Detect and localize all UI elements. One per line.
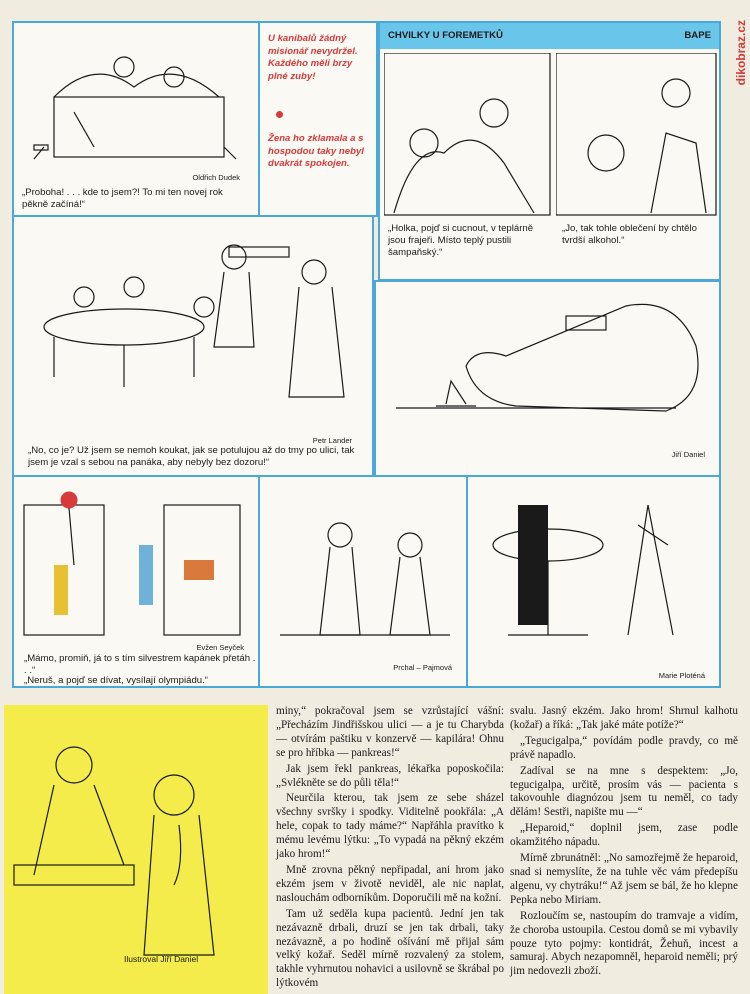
story-column-1 <box>276 705 504 993</box>
signature: Marie Ploténá <box>658 671 705 680</box>
paragraph: Neurčila kterou, tak jsem ze sebe sházel všechny svršky i spodky. Viditelně pookřála: „A hele, copak to tady máme?“ Napřáhla pravítko k mému levému lýtku: „To vypadá na pěkný ekzém jako hrom!“ <box>276 792 504 861</box>
paragraph: miny,“ pokračoval jsem se vzrůstající vášní: „Přecházím Jindřišskou ulici — a je tu Charybda — otvírám paštiku v konzervě — kapilára! Ohnu se pro hříbka — pankreas!“ <box>276 705 504 759</box>
story-column-2 <box>510 705 738 981</box>
strip-frame-right <box>556 53 718 217</box>
strip-title: CHVILKY U FOREMETKŮ <box>388 30 503 41</box>
cartoon-panel-prchal <box>258 475 468 688</box>
signature: Prchal – Pajmová <box>393 663 452 672</box>
cartoon-panel-dudek <box>12 21 260 217</box>
paragraph: Mírně zbrunátněl: „No samozřejmě že heparoid, snad si nemyslíte, že na tuhle věc vám předepíšu algenu, vy chytráku!“ Až jsem se bál, že ho klepne Pepka nebo Miriam. <box>510 852 738 906</box>
strip-frame-left <box>384 53 552 217</box>
bullet-dot <box>276 111 283 118</box>
cartoon-panel-daniel <box>374 280 721 477</box>
paragraph: Rozloučím se, nastoupím do tramvaje a vidím, že choroba ustoupila. Cestou domů se mi vybavily pouze tyto pojmy: kontidrát, Žehuň, incest a samuraj. Abych nezapomněl, heparoid neměli; prý jim nedovezli zboží. <box>510 909 738 978</box>
watermark: dikobraz.cz <box>734 20 748 86</box>
paragraph: Jak jsem řekl pankreas, lékařka poposkočila: „Svlékněte se do půli těla!“ <box>276 762 504 789</box>
caption-1: „Mámo, promiň, já to s tím silvestrem kapánek přetáh . . .“ <box>24 653 256 676</box>
aphorism-panel <box>258 21 378 217</box>
story-illustration <box>4 705 268 994</box>
cartoon-bottle-illustration <box>376 286 719 446</box>
aphorism-2: Žena ho zklamala a s hospodou taky nebyl dvakrát spokojen. <box>268 133 364 169</box>
cartoon-doorway-illustration <box>14 485 258 645</box>
paragraph: svalu. Jasný ekzém. Jako hrom! Shrnul kalhotu (kožař) a říká: „Tak jaké máte potíže?“ <box>510 705 738 731</box>
illustration-drawing <box>4 715 268 985</box>
signature: Oldřich Dudek <box>192 173 240 182</box>
cartoon-street-illustration <box>260 485 466 655</box>
cartoon-bed-illustration <box>14 27 258 167</box>
signature: Jiří Daniel <box>671 450 705 459</box>
cartoon-panel-lander <box>12 215 374 477</box>
paragraph: Tam už seděla kupa pacientů. Jední jen tak nezávazně drbali, druzí se jen tak drbali, taky nezávazně, a po hodině ošívání mě přijal sám velký kožař. Seděl mírně rozvalený za stolem, takhle vyhrnutou nohavici a usilovně se škrábal po lýtkovém <box>276 907 504 990</box>
illustration-credit: Ilustroval Jiří Daniel <box>124 954 199 964</box>
strip-caption-left: „Holka, pojď si cucnout, v teplárně jsou frajeři. Místo teplý pustili šampaňský.“ <box>388 223 534 258</box>
caption: „Proboha! . . . kde to jsem?! To mi ten novej rok pěkně začíná!“ <box>22 187 223 210</box>
strip-panel <box>378 21 721 281</box>
strip-caption-right: „Jo, tak tohle oblečení by chtělo tvrdší alkohol.“ <box>562 223 697 246</box>
aphorism-1: U kanibalů žádný misionář nevydržel. Každého měli brzy plné zuby! <box>268 33 358 82</box>
paragraph: Mně zrovna pěkný nepřipadal, ani hrom jako ekzém jsem v životě neviděl, ale nic naplat, naslouchám odborníkům. Doporučili mě na kožní. <box>276 863 504 904</box>
paragraph: „Heparoid,“ doplnil jsem, zase podle okamžitého nápadu. <box>510 822 738 849</box>
caption-2: „Neruš, a pojď se dívat, vysílají olympiádu.“ <box>24 675 208 686</box>
signature: Evžen Seyček <box>196 643 244 652</box>
paragraph: Zadíval se na mne s despektem: „Jo, tegucigalpa, určitě, prosím vás — pacienta s takovouhle diagnózou jsem tu neměl, co tady dělám! Sestři, napište mu —“ <box>510 764 738 819</box>
cartoon-table-illustration <box>14 227 372 422</box>
paragraph: „Tegucigalpa,“ povídám podle pravdy, co mě právě napadlo. <box>510 734 738 761</box>
strip-signature: BAPE <box>684 30 711 41</box>
cartoon-panel-plotena <box>466 475 721 688</box>
signature: Petr Lander <box>312 436 352 445</box>
cartoon-wine-illustration <box>468 485 719 655</box>
strip-header <box>380 23 719 49</box>
cartoon-panel-seycek <box>12 475 260 688</box>
caption: „No, co je? Už jsem se nemoh koukat, jak se potulujou až do tmy po ulici, tak jsem je vzal s sebou na panáka, aby nebyly bez dozoru!“ <box>28 445 355 468</box>
